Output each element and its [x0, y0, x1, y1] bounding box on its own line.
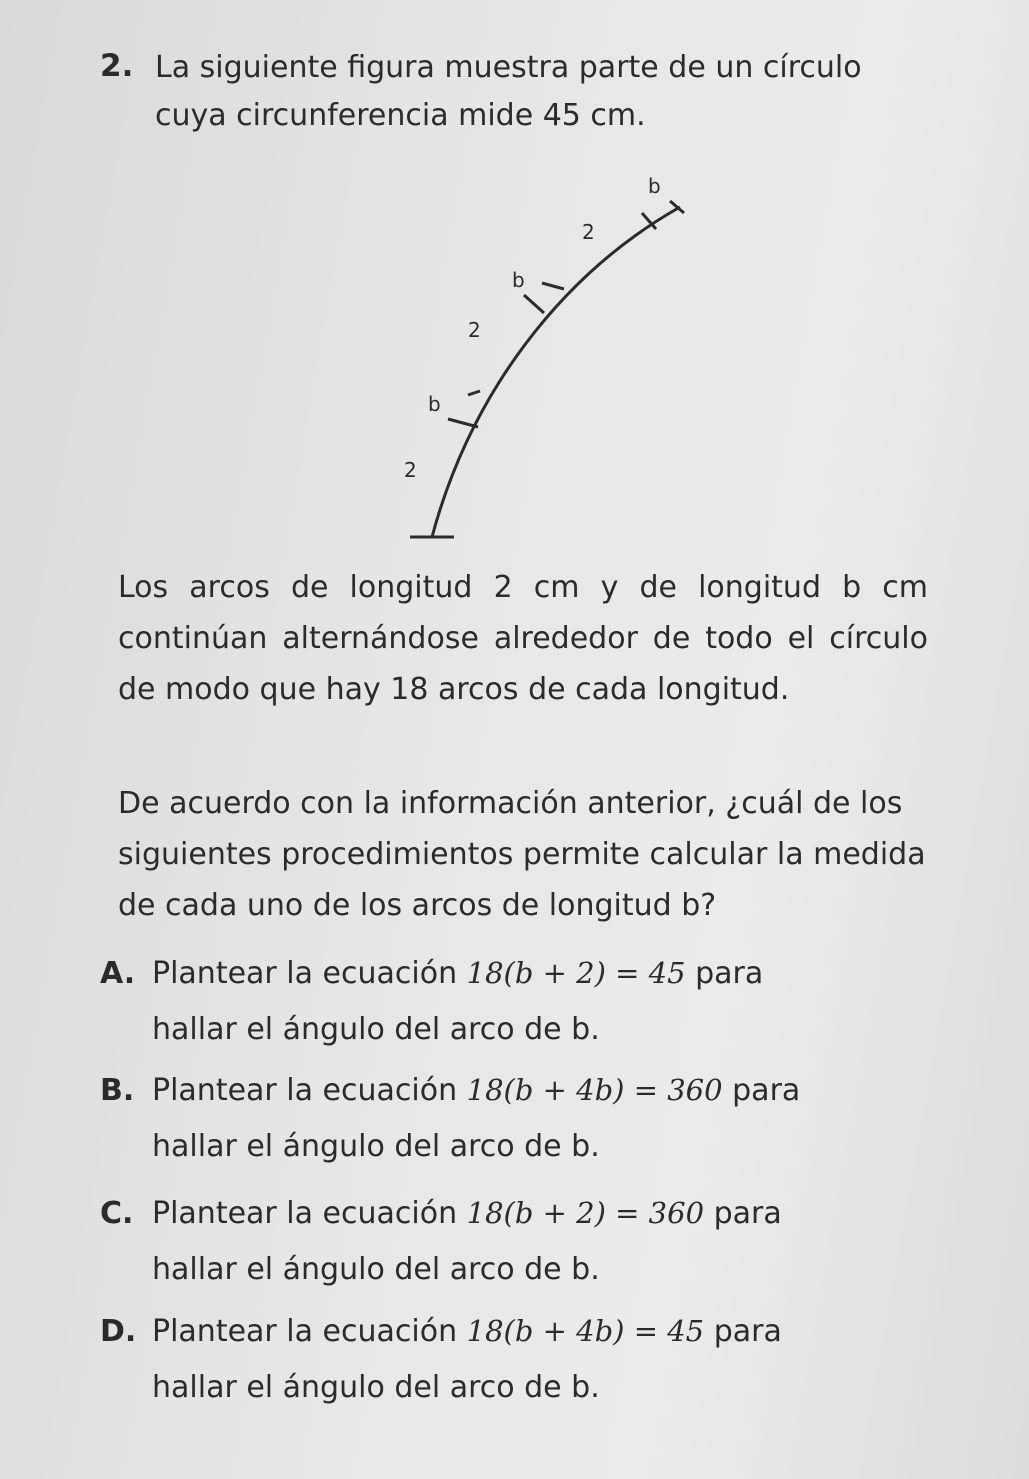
problem-question: De acuerdo con la información anterior, ¿cuál de los siguientes procedimientos permite calcular la medida de cada uno de los arcos de longitud b? [118, 786, 926, 923]
question-stem [155, 44, 955, 140]
option-line-2: hallar el ángulo del arco de b. [152, 1129, 600, 1164]
arc-label-b: b [512, 268, 525, 292]
arc-label-2: 2 [582, 220, 595, 244]
circle-arc-figure [380, 165, 720, 555]
arc-label-b: b [428, 392, 441, 416]
arc-label-2: 2 [404, 458, 417, 482]
stem-line-1: La siguiente figura muestra parte de un círculo [155, 50, 862, 85]
option-line-2: hallar el ángulo del arco de b. [152, 1012, 600, 1047]
option-line-2: hallar el ángulo del arco de b. [152, 1370, 600, 1405]
option-d[interactable] [100, 1303, 920, 1416]
problem-context: Los arcos de longitud 2 cm y de longitud b cm continúan alternándose alrededor de todo el círculo de modo que hay 18 arcos de cada longitud. [118, 570, 928, 707]
option-suffix: para [713, 1196, 782, 1231]
option-letter: B. [100, 1073, 135, 1108]
option-prefix: Plantear la ecuación [152, 1196, 458, 1231]
option-b[interactable] [100, 1062, 920, 1175]
option-equation: 18(b + 4b) = 360 [466, 1073, 723, 1107]
tick-mark [468, 391, 480, 395]
option-suffix: para [695, 956, 764, 991]
arc-label-b: b [648, 174, 661, 198]
option-a[interactable] [100, 945, 920, 1058]
circle-arc [432, 207, 680, 537]
question-number: 2. [100, 48, 134, 84]
option-equation: 18(b + 2) = 45 [466, 956, 686, 990]
option-letter: C. [100, 1196, 134, 1231]
stem-line-2: cuya circunferencia mide 45 cm. [155, 98, 646, 133]
option-c[interactable] [100, 1185, 920, 1298]
tick-mark [524, 295, 544, 313]
option-equation: 18(b + 2) = 360 [466, 1196, 705, 1230]
option-line-2: hallar el ángulo del arco de b. [152, 1252, 600, 1287]
arc-label-2: 2 [468, 318, 481, 342]
tick-mark [542, 283, 564, 289]
option-prefix: Plantear la ecuación [152, 1314, 458, 1349]
option-suffix: para [732, 1073, 801, 1108]
option-equation: 18(b + 4b) = 45 [466, 1314, 705, 1348]
option-letter: D. [100, 1314, 137, 1349]
option-suffix: para [713, 1314, 782, 1349]
option-prefix: Plantear la ecuación [152, 1073, 458, 1108]
option-prefix: Plantear la ecuación [152, 956, 458, 991]
option-letter: A. [100, 956, 136, 991]
tick-mark [448, 419, 478, 427]
